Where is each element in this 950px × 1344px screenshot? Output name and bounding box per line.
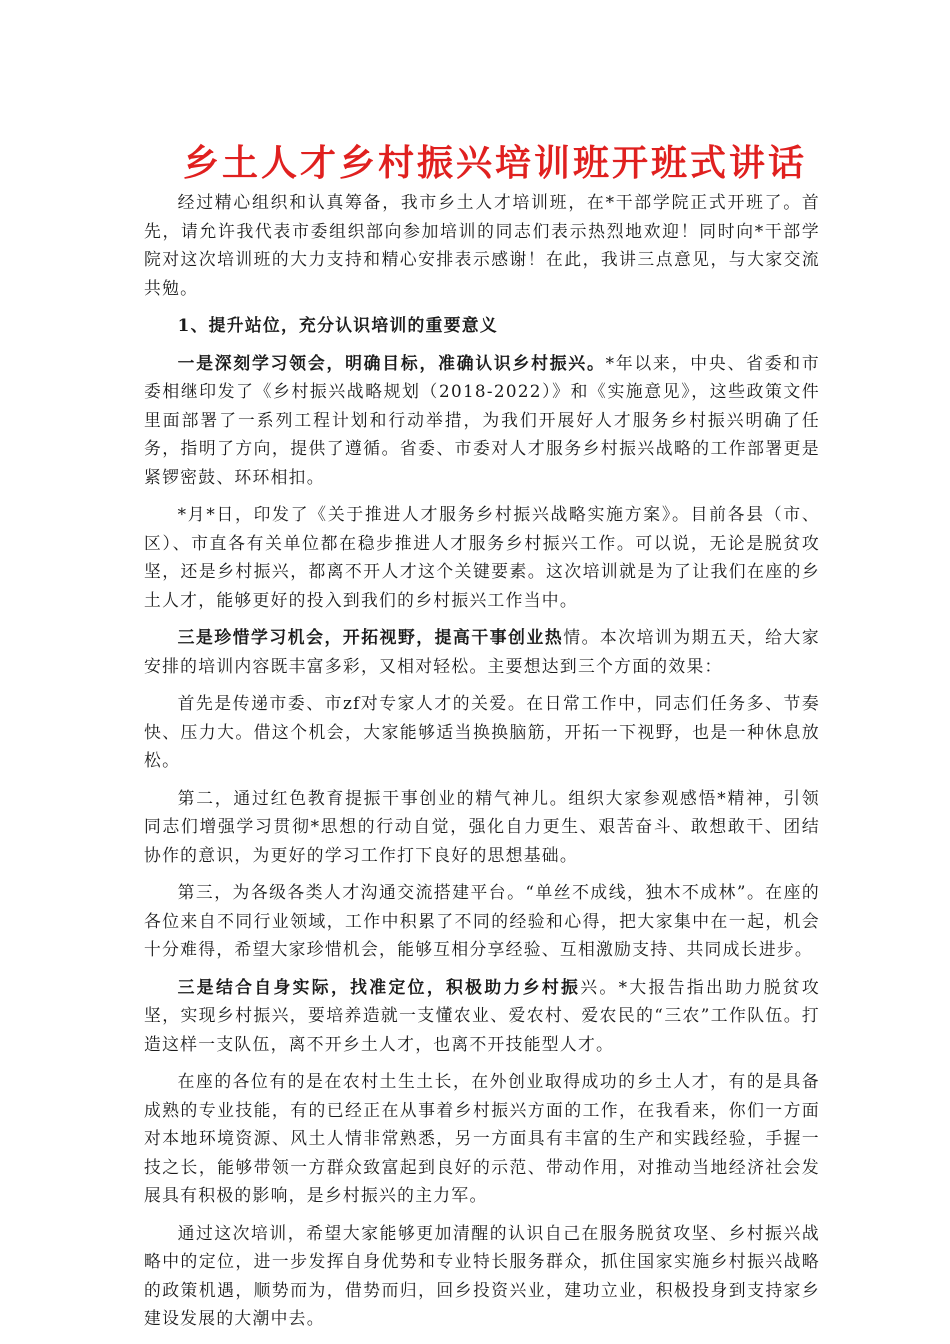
paragraph-point-three-a <box>144 623 820 680</box>
document-title: 乡土人才乡村振兴培训班开班式讲话 <box>182 142 807 184</box>
point-one-text: *年以来，中央、省委和市委相继印发了《乡村振兴战略规划（2018-2022）》和《实施意见》，这些政策文件里面部署了一系列工程计划和行动举措，为我们开展好人才服务乡村振兴明确了任务，指明了方向，提供了遵循。省委、市委对人才服务乡村振兴战略的工作部署更是紧锣密鼓、环环相扣。 <box>144 352 820 487</box>
paragraph-first-effect: 首先是传递市委、市zf对专家人才的关爱。在日常工作中，同志们任务多、节奏快、压力大。借这个机会，大家能够适当换换脑筋，开拓一下视野，也是一种休息放松。 <box>144 693 820 770</box>
point-three-a-text: 情。本次培训为期五天，给大家安排的培训内容既丰富多彩，又相对轻松。主要想达到三个方面的效果： <box>144 627 820 676</box>
paragraph-implementation: *月*日，印发了《关于推进人才服务乡村振兴战略实施方案》。目前各县（市、区）、市直各有关单位都在稳步推进人才服务乡村振兴工作。可以说，无论是脱贫攻坚，还是乡村振兴，都离不开人才这个关键要素。这次培训就是为了让我们在座的乡土人才，能够更好的投入到我们的乡村振兴工作当中。 <box>144 504 820 610</box>
point-three-b-lead: 三是结合自身实际，找准定位，积极助力乡村振 <box>177 976 581 997</box>
paragraph-third-effect: 第三，为各级各类人才沟通交流搭建平台。“单丝不成线，独木不成林”。在座的各位来自不同行业领域，工作中积累了不同的经验和心得，把大家集中在一起，机会十分难得，希望大家珍惜机会，能够互相分享经验、互相激励支持、共同成长进步。 <box>144 882 820 959</box>
section-heading-1: 1、提升站位，充分认识培训的重要意义 <box>177 315 498 335</box>
paragraph-point-one <box>144 349 820 492</box>
document-body <box>144 188 820 1342</box>
point-one-lead: 一是深刻学习领会，明确目标，准确认识乡村振兴。 <box>177 352 606 373</box>
paragraph-closing: 通过这次培训，希望大家能够更加清醒的认识自己在服务脱贫攻坚、乡村振兴战略中的定位，进一步发挥自身优势和专业特长服务群众，抓住国家实施乡村振兴战略的政策机遇，顺势而为，借势而归，回乡投资兴业，建功立业，积极投身到支持家乡建设发展的大潮中去。 <box>144 1222 820 1328</box>
paragraph-point-three-b <box>144 973 820 1059</box>
point-three-a-lead: 三是珍惜学习机会，开拓视野，提高干事创业热 <box>177 627 564 647</box>
paragraph-second-effect: 第二，通过红色教育提振干事创业的精气神儿。组织大家参观感悟*精神，引领同志们增强学习贯彻*思想的行动自觉，强化自力更生、艰苦奋斗、敢想敢干、团结协作的意识，为更好的学习工作打下良好的思想基础。 <box>144 787 820 865</box>
point-three-b-text: 兴。*大报告指出助力脱贫攻坚，实现乡村振兴，要培养造就一支懂农业、爱农村、爱农民的“三农”工作队伍。打造这样一支队伍，离不开乡土人才，也离不开技能型人才。 <box>144 976 820 1054</box>
paragraph-intro: 经过精心组织和认真筹备，我市乡土人才培训班，在*干部学院正式开班了。首先，请允许我代表市委组织部向参加培训的同志们表示热烈地欢迎！同时向*干部学院对这次培训班的大力支持和精心安排表示感谢！在此，我讲三点意见，与大家交流共勉。 <box>144 192 820 298</box>
paragraph-local-talent: 在座的各位有的是在农村土生土长，在外创业取得成功的乡土人才，有的是具备成熟的专业技能，有的已经正在从事着乡村振兴方面的工作，在我看来，你们一方面对本地环境资源、风土人情非常熟悉，另一方面具有丰富的生产和实践经验，手握一技之长，能够带领一方群众致富起到良好的示范、带动作用，对推动当地经济社会发展具有积极的影响，是乡村振兴的主力军。 <box>144 1071 820 1205</box>
